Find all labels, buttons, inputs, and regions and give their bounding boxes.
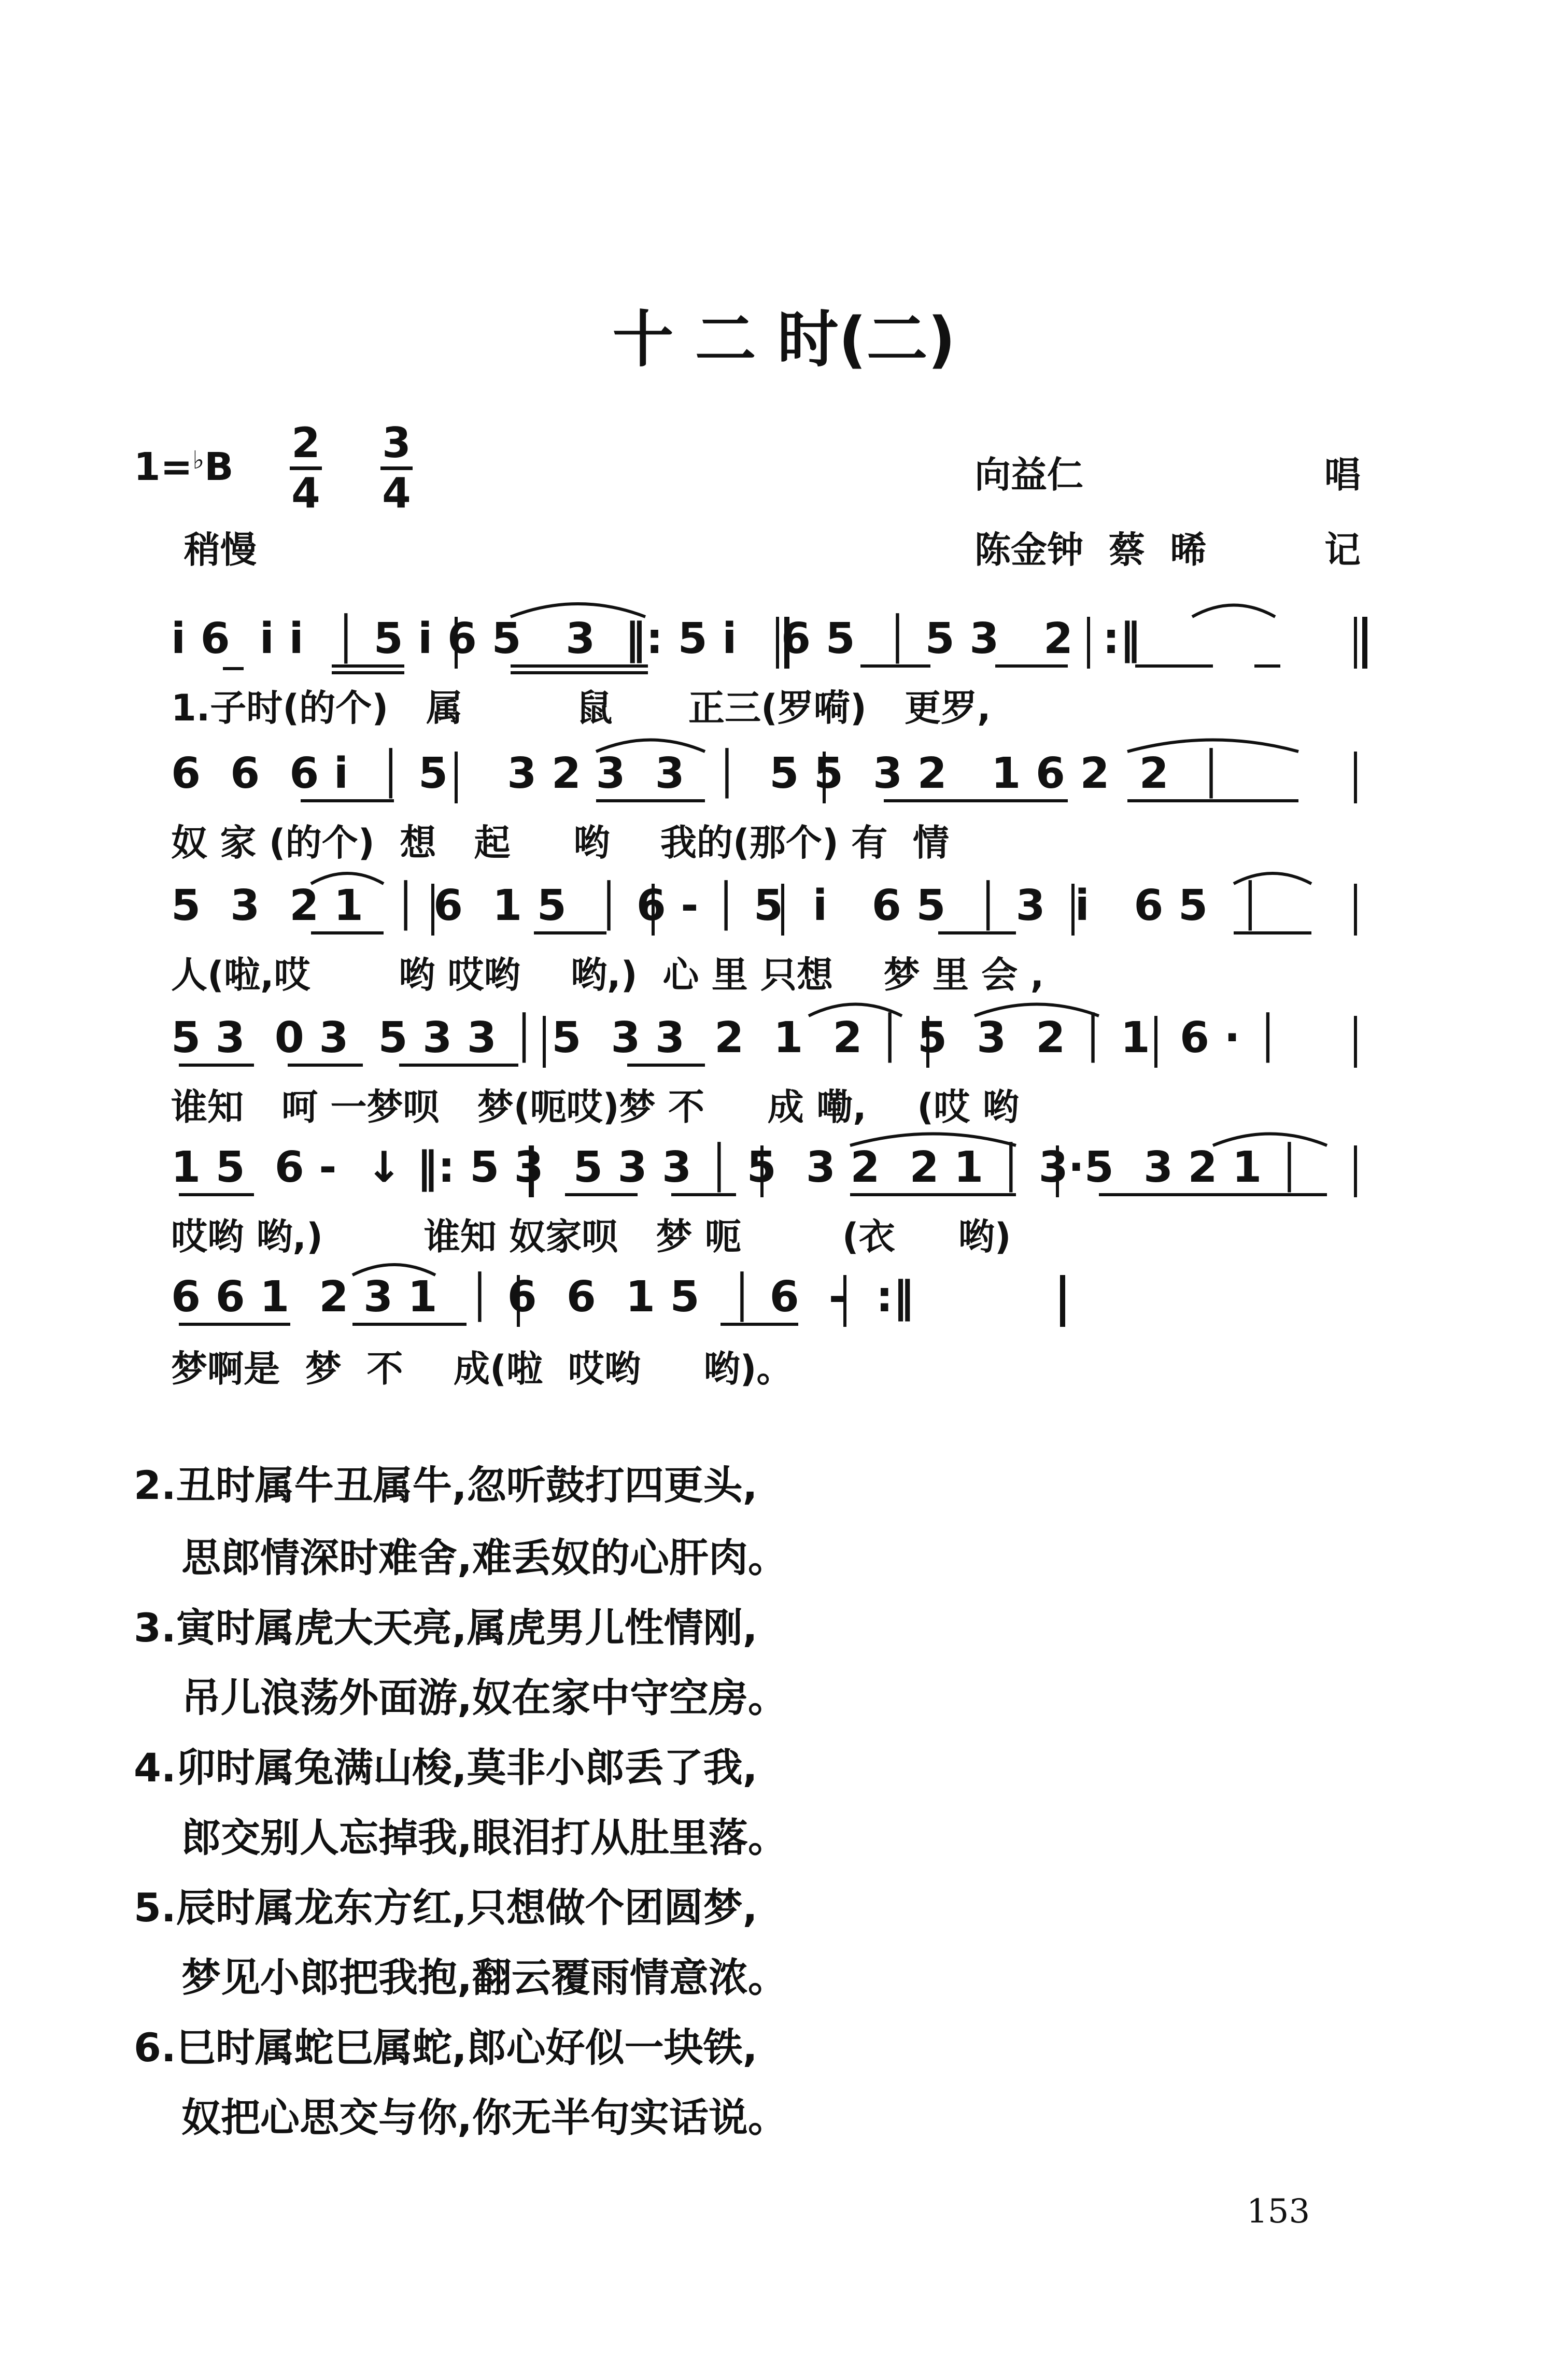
- verse-6-line-2: 奴把心思交与你,你无半句实话说。: [181, 2094, 787, 2141]
- recorder-names: 陈金钟 蔡 晞: [974, 529, 1207, 571]
- slur: [311, 873, 384, 884]
- tempo-marking: 稍慢: [184, 529, 257, 571]
- slur: [809, 1004, 902, 1016]
- score-line-5-notes: 1 5 6 - ↓ ‖: 5 3 5 3 3 │ 5 3 2 2 1 │ 3·5 3 2 1 │: [171, 1143, 1303, 1192]
- singer-name: 向益仁: [974, 454, 1083, 496]
- score-line-4-notes: 5 3 0 3 5 3 3 │ 5 3 3 2 1 2 │ 5 3 2 │ 1 6 · │: [171, 1013, 1281, 1063]
- score-line-3-notes: 5 3 2 1 │ 6 1 5 │ 6 - │ 5 i 6 5 │ 3 i 6 5 │: [171, 881, 1263, 930]
- verse-6-line-1: 6.巳时属蛇巳属蛇,郎心好似一块铁,: [134, 2024, 758, 2071]
- song-title: 十 二 时(二): [612, 304, 956, 375]
- score-line-6-notes: 6 6 1 2 3 1 │ 6 6 1 5 │ 6 - :‖: [171, 1272, 914, 1322]
- time-sig-bottom: 4: [382, 469, 411, 517]
- slur: [352, 1265, 435, 1275]
- slur: [1192, 605, 1275, 617]
- verse-5-line-1: 5.辰时属龙东方红,只想做个团圆梦,: [134, 1885, 758, 1931]
- verse-3-line-2: 吊儿浪荡外面游,奴在家中守空房。: [181, 1675, 787, 1721]
- key-prefix: 1=: [134, 445, 193, 489]
- time-sig-top: 2: [291, 419, 320, 467]
- slur: [1234, 873, 1311, 884]
- score-line-5-lyrics: 哎哟 哟,) 谁知 奴家呗 梦 呃 (衣 哟): [171, 1215, 1011, 1258]
- verse-4-line-2: 郎交别人忘掉我,眼泪打从肚里落。: [181, 1815, 787, 1861]
- flat-sign: ♭: [192, 446, 205, 475]
- slur: [596, 740, 705, 752]
- verse-2-line-1: 2.丑时属牛丑属牛,忽听鼓打四更头,: [134, 1462, 758, 1508]
- score-line-2-notes: 6 6 6 i │ 5 3 2 3 3 │ 5 5 3 2 1 6 2 2 │: [171, 749, 1224, 798]
- sing-label: 唱: [1324, 454, 1361, 496]
- verse-4-line-1: 4.卯时属兔满山梭,莫非小郎丢了我,: [134, 1745, 758, 1791]
- score-line-3-lyrics: 人(啦,哎 哟 哎哟 哟,) 心 里 只想 梦 里 会 ,: [171, 954, 1044, 996]
- time-sig-top: 3: [382, 419, 411, 467]
- key-note: B: [204, 445, 234, 489]
- slur: [850, 1134, 1016, 1146]
- verse-2-line-2: 思郎情深时难舍,难丢奴的心肝肉。: [181, 1535, 787, 1581]
- score-line-1-lyrics: 1.子时(的个) 属 鼠 正三(罗嗬) 更罗,: [171, 687, 991, 729]
- verse-3-line-1: 3.寅时属虎大天亮,属虎男儿性情刚,: [134, 1605, 758, 1651]
- time-sig-bottom: 4: [291, 469, 320, 517]
- page-number: 153: [1247, 2192, 1310, 2231]
- slur: [1127, 740, 1298, 752]
- score-line-1-notes: i 6 i i │ 5 i 6 5 3 ‖: 5 i 6 5 │ 5 3 2 :‖: [171, 614, 1141, 663]
- score-line-6-lyrics: 梦啊是 梦 不 成(啦 哎哟 哟)。: [171, 1348, 793, 1390]
- record-label: 记: [1324, 529, 1361, 571]
- score-line-4-lyrics: 谁知 呵 一梦呗 梦(呃哎)梦 不 成 嘞, (哎 哟: [171, 1086, 1019, 1128]
- slur: [1213, 1134, 1327, 1146]
- slur: [974, 1004, 1099, 1016]
- slur: [511, 604, 645, 617]
- verse-5-line-2: 梦见小郎把我抱,翻云覆雨情意浓。: [181, 1955, 787, 2001]
- score-line-2-lyrics: 奴 家 (的个) 想 起 哟 我的(那个) 有 情: [171, 822, 950, 864]
